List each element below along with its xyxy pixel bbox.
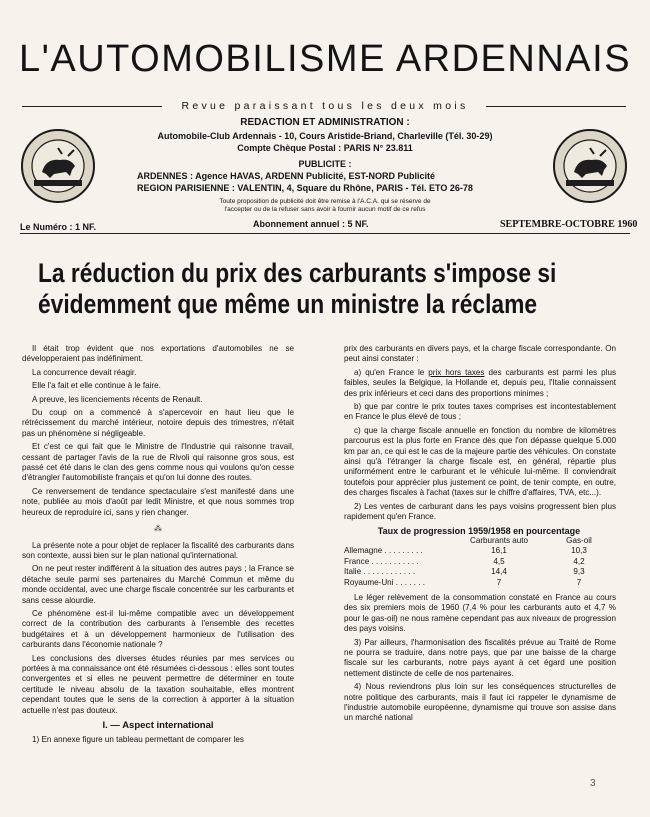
redaction-address: Automobile-Club Ardennais - 10, Cours Aristide-Briand, Charleville (Tél. 30-29) [157,131,493,141]
paragraph: prix des carburants en divers pays, et la charge fiscale correspondante. On peut ainsi constater : [344,344,616,364]
club-logo-right [552,128,628,204]
club-logo-left [20,128,96,204]
publicite-note-2: l'accepter ou de la refuser sans avoir à fournir aucun motif de ce refus [224,206,426,213]
paragraph: Il était trop évident que nos exportations d'automobiles ne se développeraient pas indéfiniment. [22,344,294,364]
text-run: des carburants est parmi les plus faibles, seules la Belgique, la Hollande et, depuis peu, l'Italie connaissent des prix inférieurs et ceci dans des proportions minimes ; [344,367,617,398]
paragraph: 3) Par ailleurs, l'harmonisation des fiscalités prévue au Traité de Rome ne pourra se traduire, dans notre pays, que par une baisse de la charge fiscale sur les carburants, notre pays ayant à cet égard une position nettement distincte de celle de nos partenaires. [344,637,616,678]
right-column [344,344,616,727]
table-cell-country: France . . . . . . . . . . . [344,556,419,566]
paragraph: Les conclusions des diverses études réunies par mes services ou portées à ma connaissance ont été résumées ci-dessous : elles sont toutes convergentes et si elles ne peuvent permettre de déterminer en toute certitude le niveau absolu de la taxation souhaitable, elles montrent cependant toutes que le sens de la correction à apporter à la situation actuelle n'est pas douteux. [22,653,294,715]
paragraph: Le léger relèvement de la consommation constaté en France au cours des six premiers mois de 1960 (7,4 % pour les carburants auto et 4,7 % pour le gas-oil) ne nous ramène cependant pas aux niveaux de progression des pays voisins. [344,592,616,634]
section-heading: I. — Aspect international [102,720,214,731]
boar-emblem-icon [552,128,628,204]
paragraph: 1) En annexe figure un tableau permettant de comparer les [32,735,244,745]
table-row [344,578,614,588]
table-cell-country: Allemagne . . . . . . . . . [344,546,423,556]
page-number: 3 [590,778,596,789]
issue-subscription: Abonnement annuel : 5 NF. [253,219,369,229]
table-cell-gasoil: 7 [576,577,582,587]
paragraph: 4) Nous reviendrons plus loin sur les conséquences structurelles de notre politique des carburants, mais il faut ici rappeler le dynamisme de l'industrie automobile européenne, dynamisme qui trouve son assise dans un marché national [344,682,616,723]
progression-table [344,526,614,588]
paragraph: c) que la charge fiscale annuelle en fonction du nombre de kilomètres parcourus est la plus forte en France dès que l'on dépasse quelque 5.000 km par an, ce qui est le cas de la majeure partie des véhicules. On constate ainsi qu'à l'étranger la charge fiscale est, en général, répartie plus uniformément entre le carburant et le véhicule lui-même. Il conviendrait toutefois pour apprécier plus justement ce point, de tenir compte, en outre, des charges fiscales à l'achat (taxes sur le chiffre d'affaires, TVA, etc...). [344,425,616,498]
paragraph: b) que par contre le prix toutes taxes comprises est incontestablement en France le plus élevé de tous ; [344,402,616,422]
masthead-subtitle: Revue paraissant tous les deux mois [181,100,469,112]
table-header-country [344,536,454,546]
underlined-text: prix hors taxes [428,367,485,377]
redaction-ccp: Compte Chèque Postal : PARIS N° 23.811 [237,143,413,153]
paragraph: Et c'est ce qui fait que le Ministre de l'Industrie qui raisonne travail, cessant de partager l'avis de la rue de Rivoli qui raisonne gros sous, est passé cet été dans le clan des gens comme nous qui voulons qu'on cesse d'étrangler l'automobiliste français et qu'on lui donne des routes. [22,442,294,483]
paragraph: Ce renversement de tendance spectaculaire s'est manifesté dans une note, publiée au mois d'août par ledit Ministre, et que nous sommes trop heureux de reproduire ici, sans y rien changer. [22,486,294,517]
paragraph: Du coup on a commencé à s'apercevoir en haut lieu que le rétrécissement du marché intérieur, notoire depuis des trimestres, n'était pas un phénomène si négligeable. [22,408,294,438]
table-row [344,557,614,567]
table-cell-gasoil: 9,3 [573,567,585,577]
redaction-heading: REDACTION ET ADMINISTRATION : [240,117,410,128]
table-cell-country: Italie . . . . . . . . . . . . [344,567,416,577]
issue-date: SEPTEMBRE-OCTOBRE 1960 [500,219,638,230]
table-header-auto: Carburants auto [469,535,529,545]
headline-line-2: évidemment que même un ministre la réclame [38,289,538,319]
article-headline [38,258,623,320]
paragraph: Elle l'a fait et elle continue à le faire. [32,381,161,391]
paragraph [344,368,616,399]
paragraph: 2) Les ventes de carburant dans les pays voisins progressent bien plus rapidement qu'en France. [344,501,616,522]
table-cell-gasoil: 4,2 [573,556,585,566]
masthead-title: L'AUTOMOBILISME ARDENNAIS [18,38,632,80]
publicite-ardennes: ARDENNES : Agence HAVAS, ARDENN Publicité, EST-NORD Publicité [137,171,436,181]
text-run: a) qu'en France le [354,367,429,377]
masthead-rule-right [486,106,626,107]
table-cell-auto: 7 [496,577,502,587]
table-cell-country: Royaume-Uni . . . . . . . [344,577,425,587]
left-column [22,344,294,749]
paragraph: La concurrence devait réagir. [32,367,137,377]
masthead-rule-left [22,106,162,107]
table-cell-auto: 4,5 [493,556,505,566]
boar-emblem-icon [20,128,96,204]
paragraph: On ne peut rester indifférent à la situation des autres pays ; la France se détache seule parmi ses partenaires du Marché Commun et même du monde occidental, avec une charge fiscale concentrée sur les carburants et sans cesse alourdie. [22,564,294,605]
table-cell-gasoil: 10,3 [571,546,587,556]
publicite-paris: REGION PARISIENNE : VALENTIN, 4, Square du Rhône, PARIS - Tél. ETO 26-78 [137,183,473,193]
publicite-heading: PUBLICITE : [298,159,352,169]
table-header-gasoil: Gas-oil [566,535,592,545]
table-title: Taux de progression 1959/1958 en pourcentage [377,525,581,536]
section-separator: ⁂ [153,524,163,534]
headline-line-1: La réduction du prix des carburants s'impose si [38,258,557,288]
publicite-note-1: Toute proposition de publicité doit être remise à l'A.C.A. qui se réserve de [219,198,431,205]
paragraph: A preuve, les licenciements récents de Renault. [32,394,203,404]
table-cell-auto: 16,1 [491,546,507,556]
table-row [344,546,614,556]
header-rule [20,233,630,234]
table-header [344,536,614,546]
table-row [344,567,614,577]
table-cell-auto: 14,4 [491,567,507,577]
issue-price: Le Numéro : 1 NF. [20,222,97,232]
paragraph: La présente note a pour objet de replacer la fiscalité des carburants dans son contexte, aussi bien sur le plan national qu'international. [22,540,294,560]
paragraph: Ce phénomène est-il lui-même compatible avec un développement correct de la contribution des carburants à l'ensemble des recettes budgétaires et à un développement harmonieux de l'utilisation des carburants dans l'économie nationale ? [22,608,294,650]
